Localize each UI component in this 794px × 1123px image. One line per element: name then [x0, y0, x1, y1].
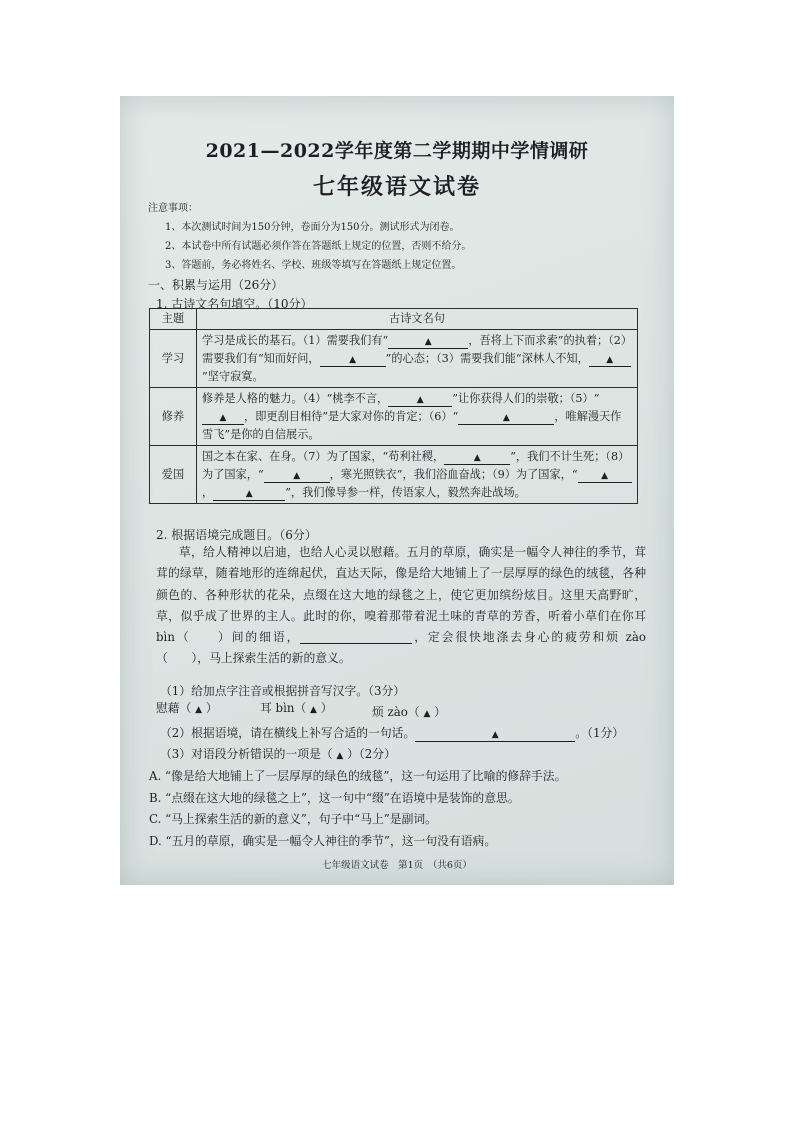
text: 耳 bìn（ — [260, 701, 307, 715]
row-topic: 学习 — [150, 330, 197, 388]
triangle-icon[interactable]: ▲ — [336, 751, 344, 761]
section-title: 一、积累与运用（26分） — [148, 278, 284, 292]
text: 学习是成长的基石。（1）需要我们有“ — [202, 333, 389, 347]
triangle-icon: ▲ — [491, 730, 499, 740]
text: ”，我们不计生死；（8）为了国家，“ — [202, 449, 630, 481]
row-topic: 修养 — [150, 388, 197, 446]
question-1-title: 1. 古诗文名句填空。（10分） — [156, 297, 313, 311]
triangle-icon: ▲ — [473, 452, 481, 463]
fill-blank[interactable] — [320, 353, 386, 367]
fill-blank[interactable] — [202, 411, 244, 425]
triangle-icon: ▲ — [349, 354, 357, 365]
triangle-icon: ▲ — [606, 354, 614, 365]
text: ”让你获得人们的崇敬；（5）“ — [452, 391, 600, 405]
row-topic: 爱国 — [150, 446, 197, 504]
option-d[interactable]: D. “五月的草原，确实是一幅令人神往的季节”，这一句没有语病。 — [149, 834, 497, 848]
fill-blank[interactable] — [300, 631, 412, 644]
triangle-icon: ▲ — [245, 488, 253, 499]
text: ） — [434, 705, 446, 719]
fill-blank[interactable] — [213, 487, 285, 501]
triangle-icon[interactable]: ▲ — [310, 705, 317, 715]
text: ”的心态；（3）需要我们能“深林人不知， — [385, 351, 589, 365]
triangle-icon: ▲ — [219, 412, 227, 423]
row-content — [197, 388, 638, 446]
exam-subtitle: 七年级语文试卷 — [312, 174, 481, 200]
note-item: 3、答题前，务必将姓名、学校、班级等填写在答题纸上规定位置。 — [165, 260, 462, 271]
sub-question-2 — [160, 724, 624, 742]
row-content — [197, 446, 638, 504]
text: 烦 zào（ — [372, 705, 420, 719]
passage-text: 草，给人精神以启迪，也给人心灵以慰藉。五月的草原，确实是一幅令人神往的季节，茸茸的绿草，随着地形的连绵起伏，直达天际，像是给大地铺上了一层厚厚的绿色的绒毯，各种颜色的、各种形状的花朵，点缀在这大地的绿毯之上，使它更加缤纷炫目。这里天高野旷，草，似乎成了世界的主人。此时的你，嗅着那带着泥土味的青草的芳香，听着小草们在你耳 bìn（ ）间的细语， — [156, 545, 646, 645]
col-content: 古诗文名句 — [197, 309, 638, 330]
text: 。（1分） — [575, 726, 625, 740]
fill-blank[interactable] — [578, 469, 632, 483]
note-item: 2、本试卷中所有试题必须作答在答题纸上规定的位置，否则不给分。 — [165, 241, 472, 252]
option-c[interactable]: C. “马上探索生活的新的意义”，句子中“马上”是副词。 — [149, 812, 437, 826]
answer-bin — [260, 699, 333, 716]
text: ，吾将上下而求索”的执着；（2）需要我们有“知而好问， — [202, 333, 627, 365]
fill-blank[interactable] — [415, 727, 575, 742]
triangle-icon: ▲ — [424, 336, 432, 347]
text: ，即更刮目相待”是大家对你的肯定；（6）“ — [244, 409, 459, 423]
fill-blank[interactable] — [458, 411, 554, 425]
table-header-row — [150, 309, 638, 330]
text: ，寒光照铁衣”，我们浴血奋战；（9）为了国家，“ — [329, 467, 578, 481]
fill-blank[interactable] — [444, 451, 510, 465]
option-a[interactable]: A. “像是给大地铺上了一层厚厚的绿色的绒毯”，这一句运用了比喻的修辞手法。 — [149, 769, 567, 783]
text: 慰藉（ — [156, 701, 192, 715]
text: （2）根据语境，请在横线上补写合适的一句话。 — [160, 726, 416, 740]
table-row — [150, 446, 638, 504]
triangle-icon: ▲ — [502, 412, 510, 423]
reading-passage — [156, 542, 646, 670]
row-content — [197, 330, 638, 388]
text: ， — [202, 485, 214, 499]
answer-weiji — [156, 699, 218, 716]
poem-table — [149, 308, 638, 504]
text: ） — [205, 701, 218, 715]
triangle-icon: ▲ — [601, 470, 609, 481]
fill-blank[interactable] — [388, 393, 452, 407]
fill-blank[interactable] — [388, 335, 468, 349]
fill-blank[interactable] — [589, 353, 631, 367]
note-item: 1、本次测试时间为150分钟，卷面分为150分。测试形式为闭卷。 — [165, 222, 460, 233]
exam-title: 2021—2022学年度第二学期期中学情调研 — [205, 140, 589, 162]
option-b[interactable]: B. “点缀在这大地的绿毯之上”，这一句中“缀”在语境中是装饰的意思。 — [149, 791, 520, 805]
question-2-title: 2. 根据语境完成题目。（6分） — [156, 528, 317, 542]
triangle-icon[interactable]: ▲ — [195, 705, 203, 715]
page-footer: 七年级语文试卷 第1页 （共6页） — [322, 860, 472, 871]
triangle-icon: ▲ — [416, 394, 424, 405]
passage-text: ，定会很快地涤去身心的疲劳和烦 zào（ ），马上探索生活的新的意义。 — [156, 630, 646, 666]
table-row — [150, 388, 638, 446]
exam-paper-photo — [120, 96, 674, 885]
triangle-icon: ▲ — [293, 470, 301, 481]
sub-question-3 — [160, 745, 396, 762]
table-row — [150, 330, 638, 388]
sub-question-1: （1）给加点字注音或根据拼音写汉字。（3分） — [160, 684, 406, 698]
fill-blank[interactable] — [264, 469, 330, 483]
text: 国之本在家、在身。（7）为了国家，“苟利社稷， — [202, 449, 445, 463]
triangle-icon[interactable]: ▲ — [423, 709, 431, 719]
text: ） — [320, 701, 333, 715]
text: ”，我们像导参一样，传语家人，毅然奔赴战场。 — [285, 485, 526, 499]
answer-zao — [372, 703, 446, 720]
text: ）（2分） — [347, 747, 396, 761]
col-topic: 主题 — [150, 309, 197, 330]
text: ，唯解漫天作雪飞”是你的自信展示。 — [202, 409, 622, 441]
text: 修养是人格的魅力。（4）“桃李不言， — [202, 391, 389, 405]
text: ”坚守寂寞。 — [202, 369, 264, 383]
notes-heading: 注意事项： — [148, 203, 198, 214]
text: （3）对语段分析错误的一项是（ — [160, 747, 333, 761]
